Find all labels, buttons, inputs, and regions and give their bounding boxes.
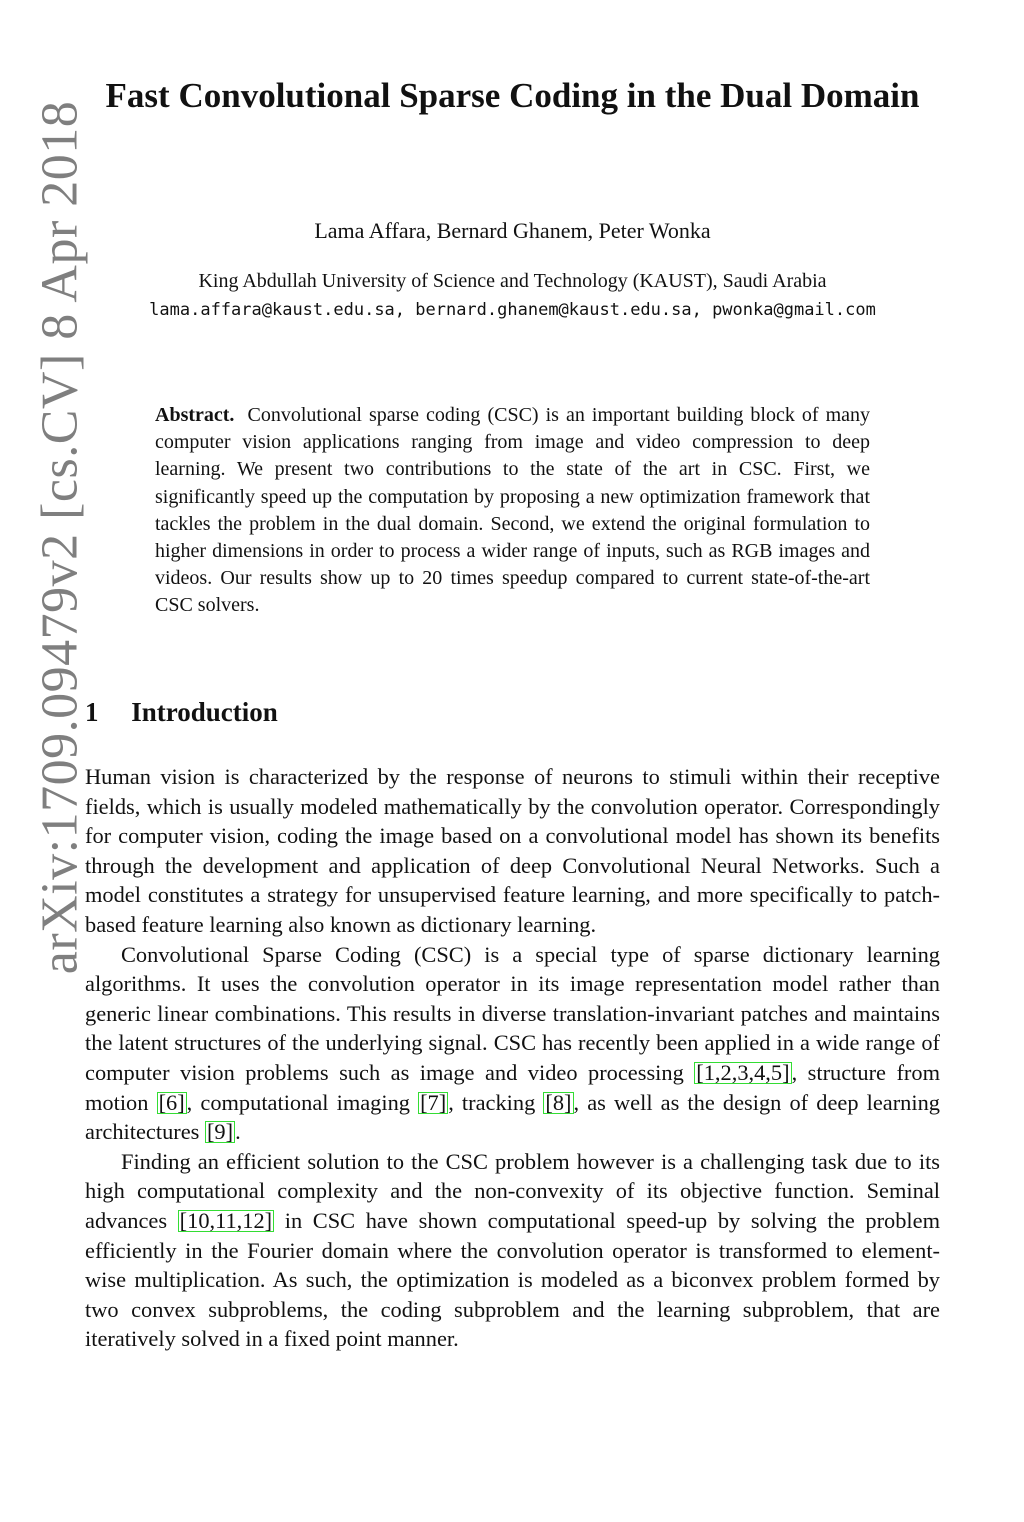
intro-paragraph-1: Human vision is characterized by the response of neurons to stimuli within their receptive fields, which is usually modeled mathematically by the convolution operator. Correspondingly for computer vision, coding the image based on a convolutional model has shown its benefits through the development and application of deep Convolutional Neural Networks. Such a model constitutes a strategy for unsupervised feature learning, and more specifically to patch-based feature learning also known as dictionary learning. (85, 764, 940, 937)
section-number: 1 (85, 697, 99, 727)
intro-p2-text: , tracking (448, 1089, 544, 1115)
citation-link[interactable]: [7] (420, 1089, 447, 1115)
intro-paragraph-2 (85, 940, 940, 1147)
arxiv-sidebar (28, 92, 92, 982)
intro-p2-text: , structure from motion (85, 1059, 940, 1115)
intro-p3-text: in CSC have shown computational speed-up by solving the problem efficiently in the Fourier domain where the convolution operator is transformed to element-wise multiplication. As such, the optimization is modeled as a biconvex problem formed by two convex subproblems, the coding subproblem and the learning subproblem, that are iteratively solved in a fixed point manner. (85, 1207, 940, 1352)
paper-affiliation: King Abdullah University of Science and Technology (KAUST), Saudi Arabia (198, 270, 827, 292)
citation-link[interactable]: [8] (545, 1089, 572, 1115)
abstract-text: Convolutional sparse coding (CSC) is an important building block of many computer vision applications ranging from image and video compression to deep learning. We present two contributions to the state of the art in CSC. First, we significantly speed up the computation by proposing a new optimization framework that tackles the problem in the dual domain. Second, we extend the original formulation to higher dimensions in order to process a wider range of inputs, such as RGB images and videos. Our results show up to 20 times speedup compared to current state-of-the-art CSC solvers. (155, 404, 870, 617)
arxiv-identifier: arXiv:1709.09479v2 [cs.CV] 8 Apr 2018 (31, 100, 89, 974)
citation-link[interactable]: [10,11,12] (179, 1207, 273, 1233)
abstract-label: Abstract. (155, 404, 235, 426)
citation-link[interactable]: [9] (206, 1119, 234, 1145)
introduction-body (85, 762, 940, 1354)
intro-p2-text: , as well as the design of deep learning architectures (85, 1089, 940, 1145)
intro-p2-text: Convolutional Sparse Coding (CSC) is a special type of sparse dictionary learning algorithms. It uses the convolution operator in its image representation model rather than generic linear combinations. This results in diverse translation-invariant patches and maintains the latent structures of the underlying signal. CSC has recently been applied in a wide range of computer vision problems such as image and video processing (85, 941, 940, 1085)
section-heading-introduction (85, 697, 278, 728)
citation-link[interactable]: [1,2,3,4,5] (696, 1059, 790, 1085)
intro-p2-text: , computational imaging (186, 1089, 419, 1115)
abstract (155, 402, 870, 620)
paper-authors: Lama Affara, Bernard Ghanem, Peter Wonka (314, 218, 711, 243)
citation-link[interactable]: [6] (158, 1089, 185, 1115)
intro-p3-text: Finding an efficient solution to the CSC problem however is a challenging task due to its high computational complexity and the non-convexity of its objective function. Seminal advances (85, 1148, 940, 1233)
intro-paragraph-3 (85, 1147, 940, 1354)
paper-emails: lama.affara@kaust.edu.sa, bernard.ghanem@kaust.edu.sa, pwonka@gmail.com (149, 300, 876, 320)
paper-title: Fast Convolutional Sparse Coding in the Dual Domain (105, 76, 920, 115)
section-title: Introduction (131, 697, 278, 727)
intro-p2-text: . (235, 1119, 241, 1145)
